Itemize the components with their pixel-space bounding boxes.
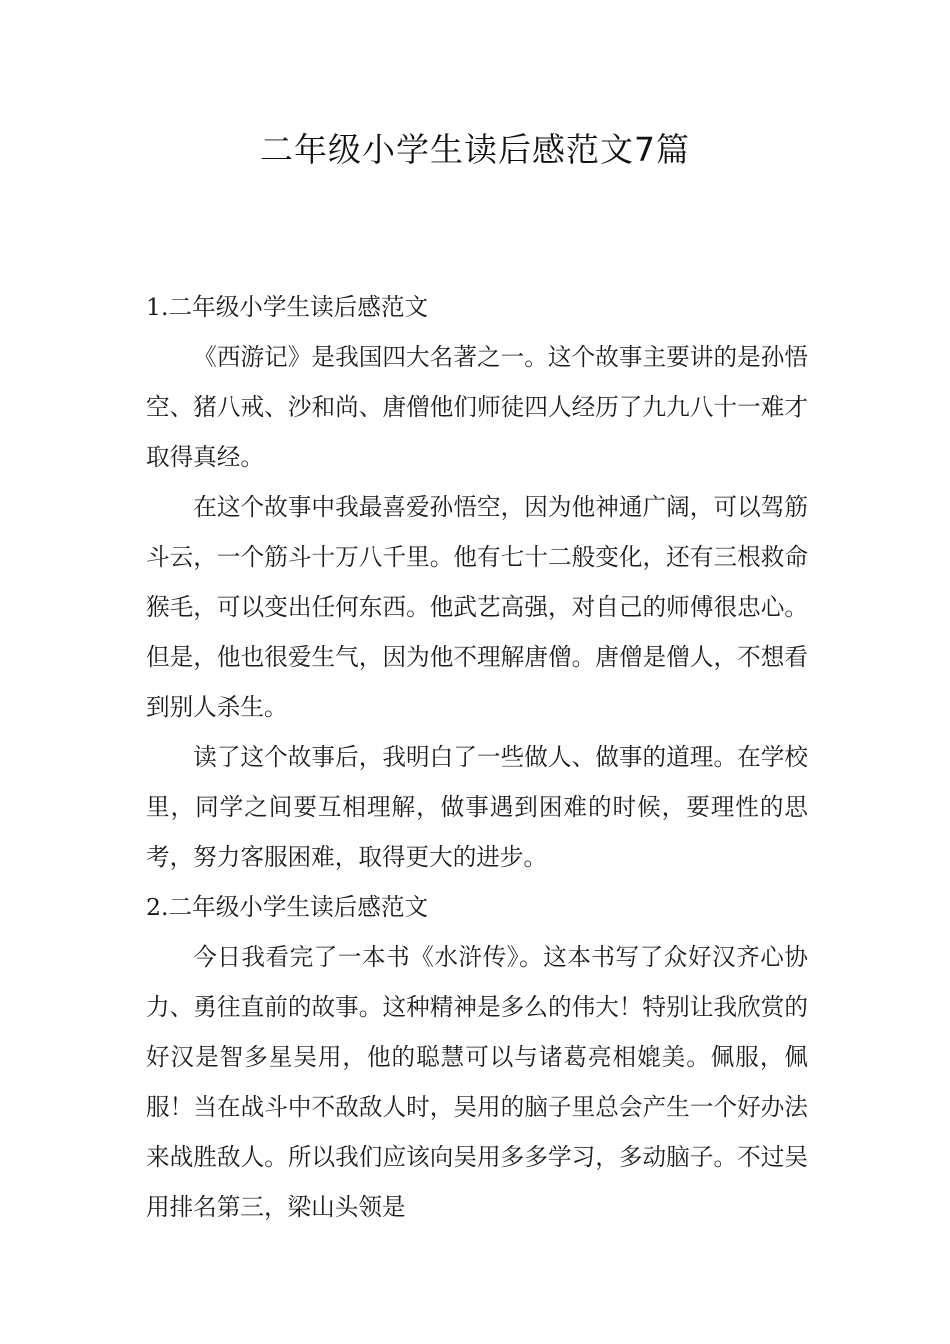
document-title: 二年级小学生读后感范文7篇 (260, 130, 690, 169)
paragraph: 《西游记》是我国四大名著之一。这个故事主要讲的是孙悟空、猪八戒、沙和尚、唐僧他们师徒四人经历了九九八十一难才取得真经。 (146, 343, 808, 471)
section-heading: 2.二年级小学生读后感范文 (146, 893, 429, 921)
document-body (146, 282, 808, 1232)
section-heading: 1.二年级小学生读后感范文 (146, 293, 429, 321)
section-1 (146, 282, 808, 882)
paragraph: 今日我看完了一本书《水浒传》。这本书写了众好汉齐心协力、勇往直前的故事。这种精神是多么的伟大！特别让我欣赏的好汉是智多星吴用，他的聪慧可以与诸葛亮相媲美。佩服，佩服！当在战斗中不敌敌人时，吴用的脑子里总会产生一个好办法来战胜敌人。所以我们应该向吴用多多学习，多动脑子。不过吴用排名第三，梁山头领是 (146, 943, 808, 1221)
paragraph: 在这个故事中我最喜爱孙悟空，因为他神通广阔，可以驾筋斗云，一个筋斗十万八千里。他有七十二般变化，还有三根救命猴毛，可以变出任何东西。他武艺高强，对自己的师傅很忠心。但是，他也很爱生气，因为他不理解唐僧。唐僧是僧人，不想看到别人杀生。 (146, 493, 808, 721)
paragraph: 读了这个故事后，我明白了一些做人、做事的道理。在学校里，同学之间要互相理解，做事遇到困难的时候，要理性的思考，努力客服困难，取得更大的进步。 (146, 743, 808, 871)
section-2 (146, 882, 808, 1232)
